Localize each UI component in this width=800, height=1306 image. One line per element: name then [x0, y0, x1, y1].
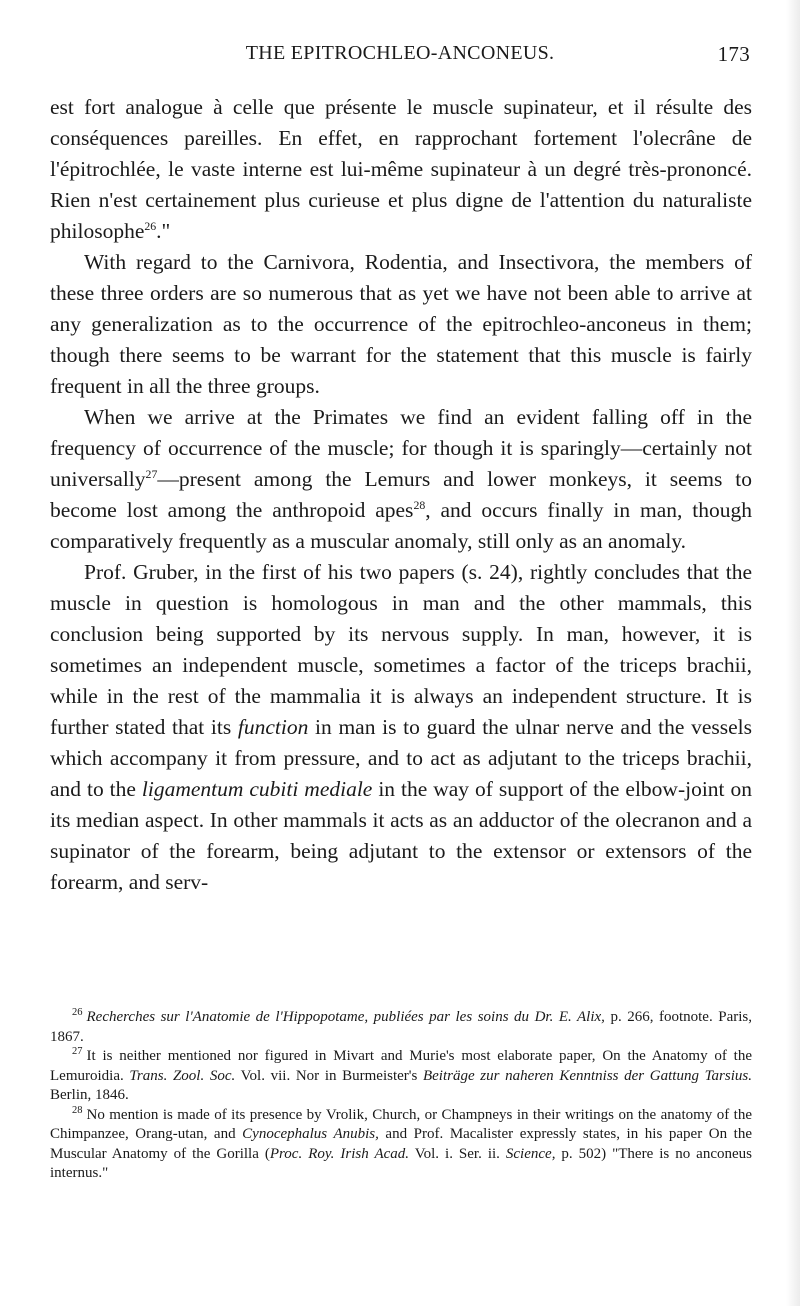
paragraph-continuation: est fort analogue à celle que présente le muscle supinateur, et il résulte des conséquences pareilles. En effet, en rapprochant fortement l'olecrâne de l'épitrochlée, le vaste interne est lui-même supinateur à un degré très-prononcé. Rien n'est certainement plus curieuse et plus digne de l'attention du naturaliste philosophe$^{26}$.": [50, 95, 752, 243]
footnote-27: $^{27}$ It is neither mentioned nor figured in Mivart and Murie's most elaborate paper, On the Anatomy of the Lemuroidia. Trans. Zool. Soc. Vol. vii. Nor in Burmeister's Beiträge zur naheren Kenntniss der Gattung Tarsius. Berlin, 1846.: [50, 1046, 752, 1103]
paragraph-primates: When we arrive at the Primates we find an evident falling off in the frequency of occurrence of the muscle; for though it is sparingly—certainly not universally$^{27}$—present among the Lemurs and lower monkeys, it seems to become lost among the anthropoid apes$^{28}$, and occurs finally in man, though comparatively frequently as a muscular anomaly, still only as an anomaly.: [50, 405, 752, 553]
footnotes: [50, 1008, 752, 1184]
page-number: 173: [717, 42, 750, 66]
paragraph-gruber: Prof. Gruber, in the first of his two papers (s. 24), rightly concludes that the muscle in question is homologous in man and the other mammals, this conclusion being supported by its nervous supply. In man, however, it is sometimes an independent muscle, sometimes a factor of the triceps brachii, while in the rest of the mammalia it is always an independent structure. It is further stated that its function in man is to guard the ulnar nerve and the vessels which accompany it from pressure, and to act as adjutant to the triceps brachii, and to the ligamentum cubiti mediale in the way of support of the elbow-joint on its median aspect. In other mammals it acts as an adductor of the olecranon and a supinator of the forearm, being adjutant to the extensor or extensors of the forearm, and serv-: [50, 560, 752, 894]
footnote-ref-28: 28: [413, 497, 426, 512]
footnote-ref-27: 27: [145, 466, 158, 481]
footnote-28: $^{28}$ No mention is made of its presence by Vrolik, Church, or Champneys in their writings on the anatomy of the Chimpanzee, Orang-utan, and Cynocephalus Anubis, and Prof. Macalister expressly states, in his paper On the Muscular Anatomy of the Gorilla (Proc. Roy. Irish Acad. Vol. i. Ser. ii. Science, p. 502) "There is no anconeus internus.": [50, 1104, 752, 1181]
running-title: THE EPITROCHLEO-ANCONEUS.: [245, 42, 555, 64]
footnote-ref-26: 26: [144, 218, 157, 233]
footnote-26: $^{26}$ Recherches sur l'Anatomie de l'Hippopotame, publiées par les soins du Dr. E. Alix, p. 266, footnote. Paris, 1867.: [50, 1007, 752, 1045]
body-text: [50, 92, 752, 898]
running-head: [50, 42, 750, 72]
paragraph-carnivora: With regard to the Carnivora, Rodentia, and Insectivora, the members of these three orders are so numerous that as yet we have not been able to arrive at any generalization as to the occurrence of the epitrochleo-anconeus in them; though there seems to be warrant for the statement that this muscle is fairly frequent in all the three groups.: [50, 250, 752, 398]
page-edge-shadow: [786, 0, 800, 1306]
